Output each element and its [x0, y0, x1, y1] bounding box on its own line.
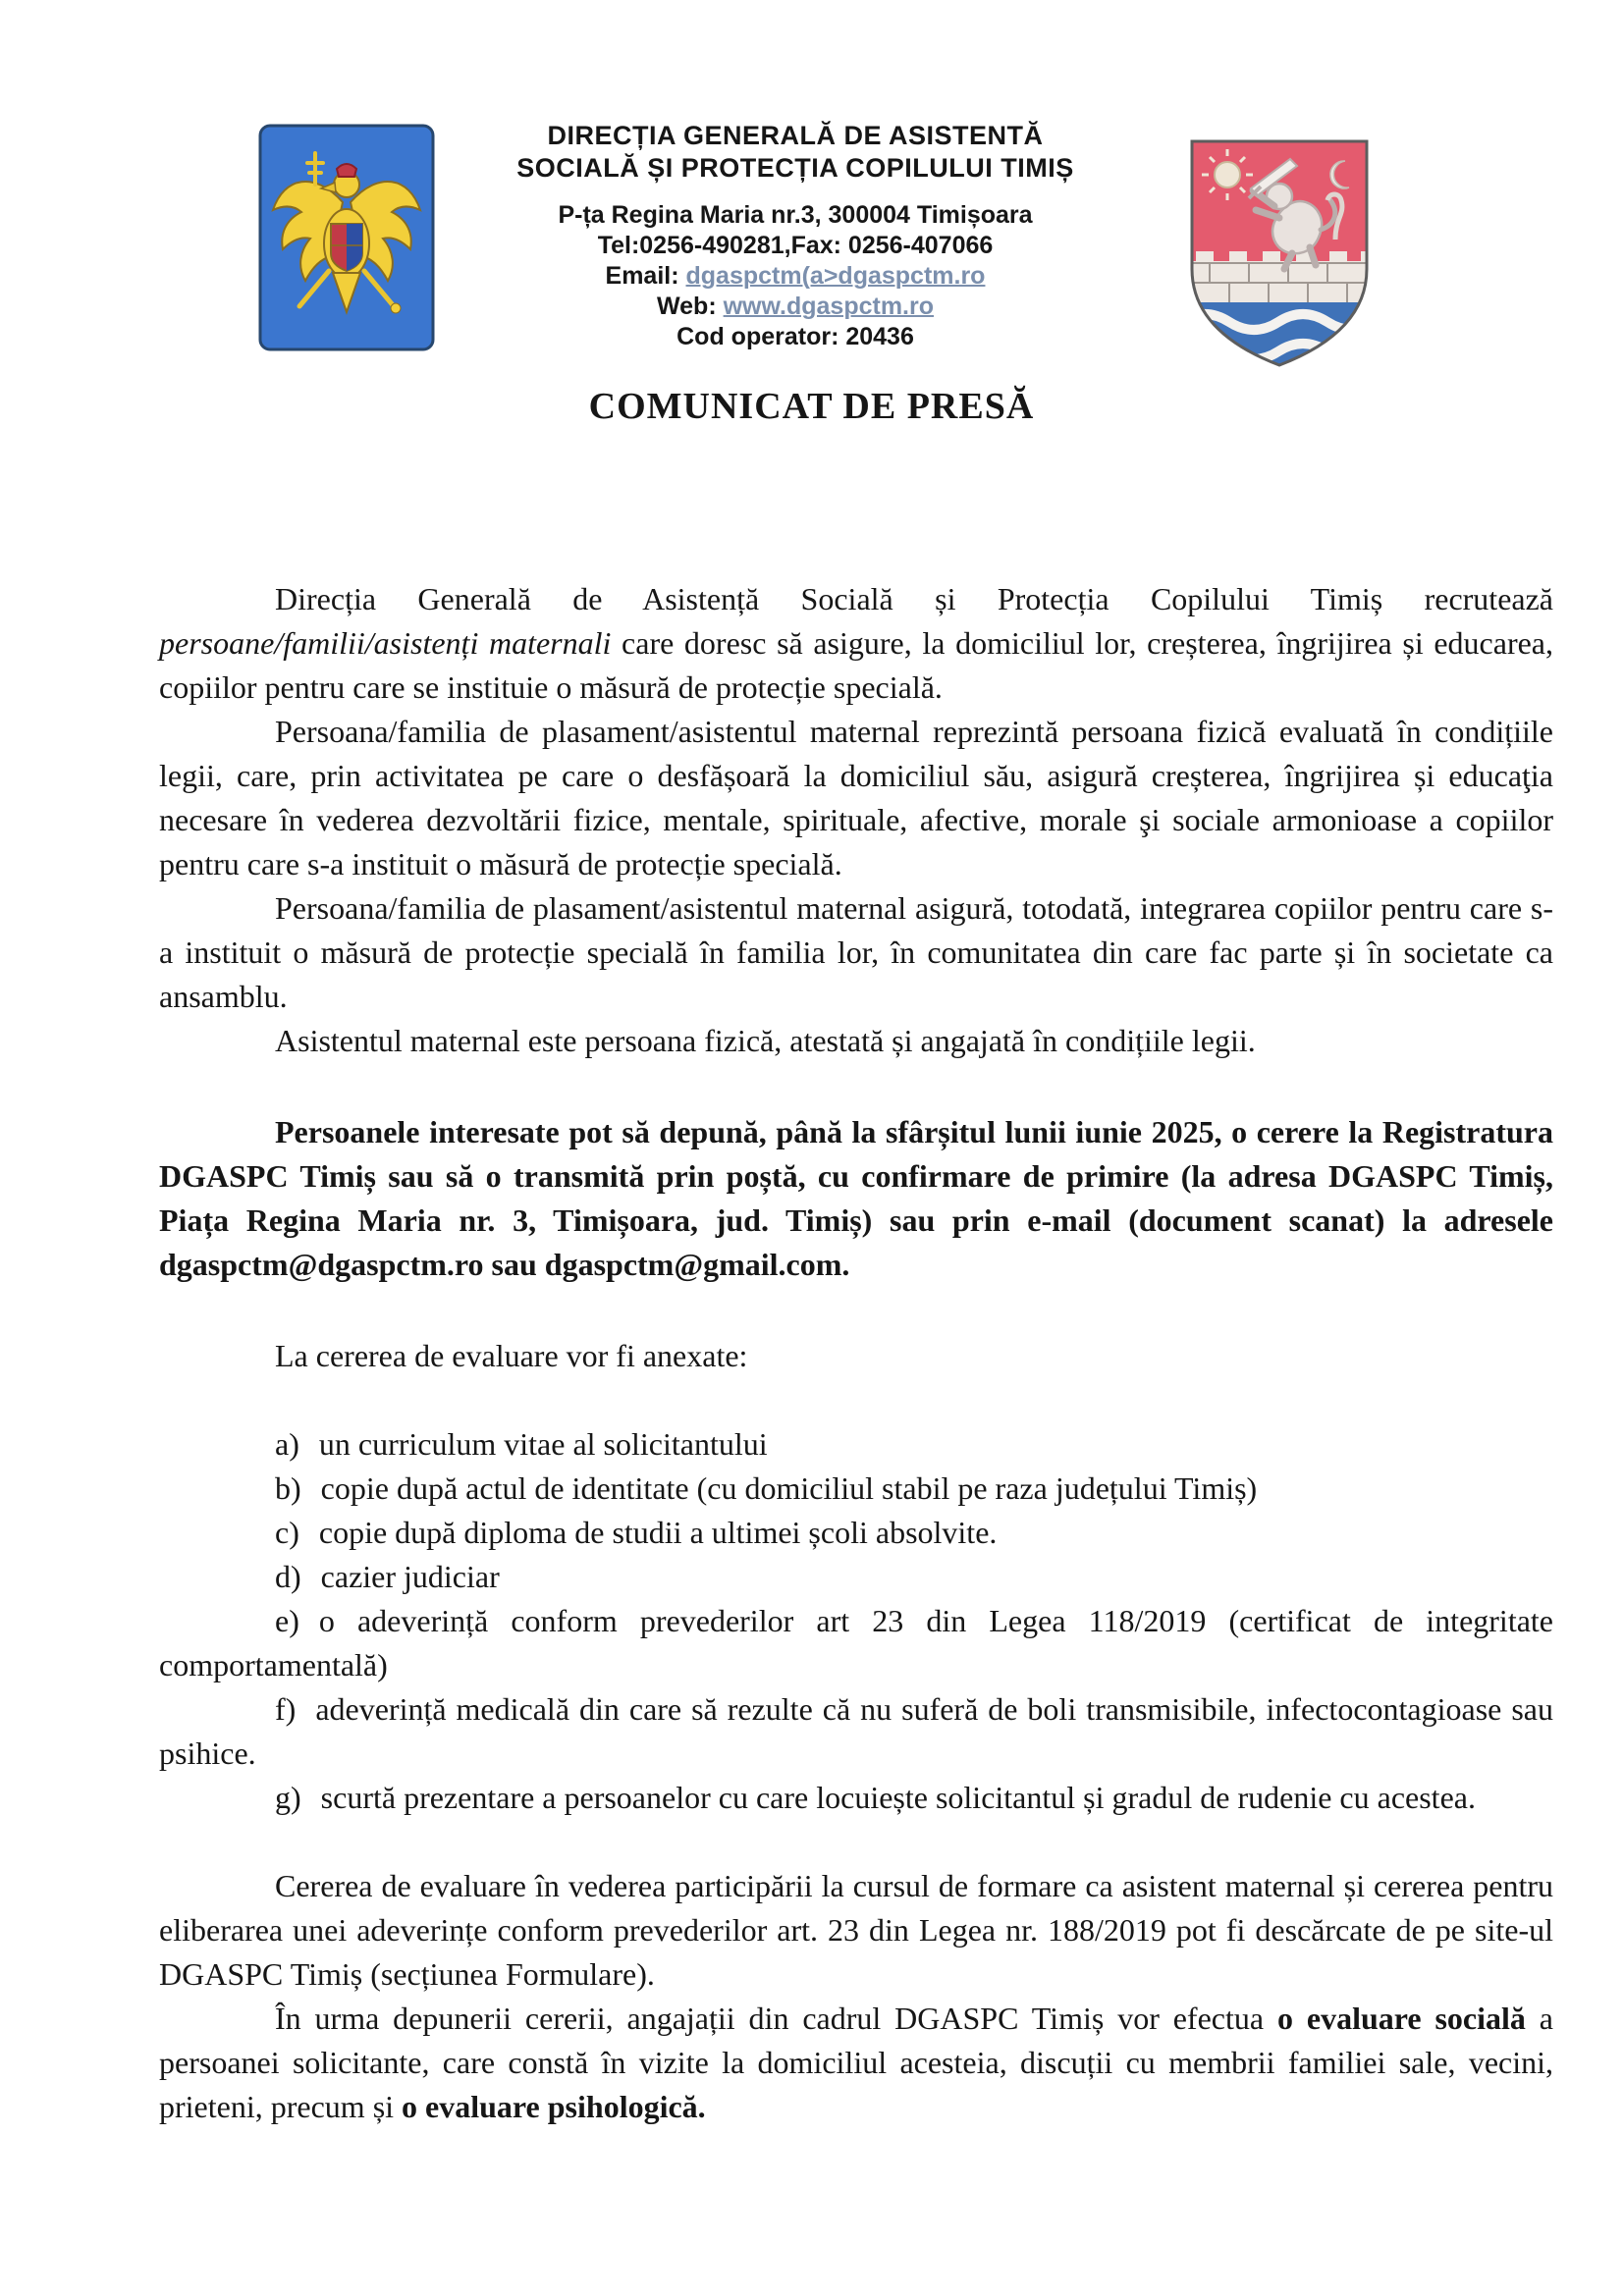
web-label: Web: — [657, 293, 717, 320]
org-web-line — [461, 292, 1129, 322]
org-address: P-ța Regina Maria nr.3, 300004 Timișoara — [558, 201, 1033, 229]
attachment-item-e — [159, 1599, 1553, 1687]
attachment-item-g — [159, 1776, 1553, 1820]
attachment-text: un curriculum vitae al solicitantului — [318, 1426, 768, 1462]
timis-coat-of-arms-icon — [1180, 130, 1379, 377]
attachment-marker: e) — [275, 1603, 299, 1638]
paragraph-attestation: Asistentul maternal este persoana fizică, atestată și angajată în condițiile legii. — [275, 1023, 1256, 1058]
paragraph-application-deadline: Persoanele interesate pot să depună, până la sfârșitul lunii iunie 2025, o cerere la Registratura DGASPC Timiș sau să o transmită prin poștă, cu confirmare de primire (la adresa DGASPC Timiș, Piața Regina Maria nr. 3, Timișoara, jud. Timiș) sau prin e-mail (document scanat) la adresele dgaspctm@dgaspctm.ro sau dgaspctm@gmail.com. — [159, 1114, 1553, 1282]
attachment-marker: a) — [275, 1426, 299, 1462]
website-link[interactable]: www.dgaspctm.ro — [723, 293, 934, 320]
email-link[interactable]: dgaspctm(a>dgaspctm.ro — [685, 262, 986, 290]
paragraph-forms-download: Cererea de evaluare în vederea participării la cursul de formare ca asistent maternal și cererea pentru eliberarea unei adeverințe conform prevederilor art. 23 din Legea nr. 188/2019 pot fi descărcate de pe site-ul DGASPC Timiș (secțiunea Formulare). — [159, 1868, 1553, 1992]
attachment-item-b — [159, 1467, 1553, 1511]
letterhead — [0, 0, 1623, 385]
paragraph-recruitment: Direcția Generală de Asistență Socială și Protecția Copilului Timiș recrutează persoane/familii/asistenți maternali care doresc să asigure, la domiciliul lor, creșterea, îngrijirea și educarea, copiilor pentru care se instituie o măsură de protecție specială. — [159, 581, 1554, 705]
attachment-marker: f) — [275, 1691, 297, 1727]
attachment-marker: c) — [275, 1515, 299, 1550]
paragraph-evaluation: În urma depunerii cererii, angajații din cadrul DGASPC Timiș vor efectua o evaluare socială a persoanei solicitante, care constă în vizite la domiciliul acesteia, discuții cu membrii familiei sale, vecini, prieteni, precum și o evaluare psihologică. — [159, 2001, 1554, 2124]
attachment-item-f — [159, 1687, 1553, 1776]
org-name-line1: DIRECȚIA GENERALĂ DE ASISTENTĂ — [547, 121, 1044, 150]
romania-coat-of-arms-icon — [258, 124, 435, 351]
email-label: Email: — [605, 262, 679, 290]
attachment-text: adeverință medicală din care să rezulte că nu suferă de boli transmisibile, infectocontagioase sau psihice. — [159, 1691, 1553, 1771]
attachment-marker: d) — [275, 1559, 301, 1594]
attachment-item-a — [159, 1422, 1553, 1467]
attachment-item-d — [159, 1555, 1553, 1599]
org-email-line — [461, 261, 1129, 292]
org-cod-operator: Cod operator: 20436 — [676, 323, 914, 350]
attachment-item-c — [159, 1511, 1553, 1555]
attachment-text: copie după diploma de studii a ultimei școli absolvite. — [318, 1515, 998, 1550]
attachment-text: scurtă prezentare a persoanelor cu care locuiește solicitantul și gradul de rudenie cu acestea. — [320, 1780, 1476, 1815]
document-body — [159, 577, 1553, 2129]
attachment-text: cazier judiciar — [320, 1559, 500, 1594]
document-title: COMUNICAT DE PRESĂ — [588, 386, 1035, 427]
attachment-marker: g) — [275, 1780, 301, 1815]
org-phone-fax: Tel:0256-490281,Fax: 0256-407066 — [597, 232, 994, 259]
paragraph-attachments-intro: La cererea de evaluare vor fi anexate: — [275, 1338, 748, 1373]
attachment-marker: b) — [275, 1470, 301, 1506]
paragraph-integration: Persoana/familia de plasament/asistentul maternal asigură, totodată, integrarea copiilor pentru care s-a instituit o măsură de protecție specială în familia lor, în comunitatea din care fac parte și în societate ca ansamblu. — [159, 890, 1553, 1014]
attachment-text: o adeverință conform prevederilor art 23 din Legea 118/2019 (certificat de integritate comportamentală) — [159, 1603, 1553, 1682]
attachment-text: copie după actul de identitate (cu domiciliul stabil pe raza județului Timiș) — [320, 1470, 1258, 1506]
paragraph-definition: Persoana/familia de plasament/asistentul maternal reprezintă persoana fizică evaluată în condițiile legii, care, prin activitatea pe care o desfășoară la domiciliul său, asigură creșterea, îngrijirea și educaţia necesare în vederea dezvoltării fizice, mentale, spirituale, afective, morale şi sociale armonioase a copiilor pentru care s-a instituit o măsură de protecție specială. — [159, 714, 1553, 881]
org-block — [461, 120, 1129, 352]
org-name-line2: SOCIALĂ ȘI PROTECȚIA COPILULUI TIMIȘ — [516, 153, 1074, 183]
